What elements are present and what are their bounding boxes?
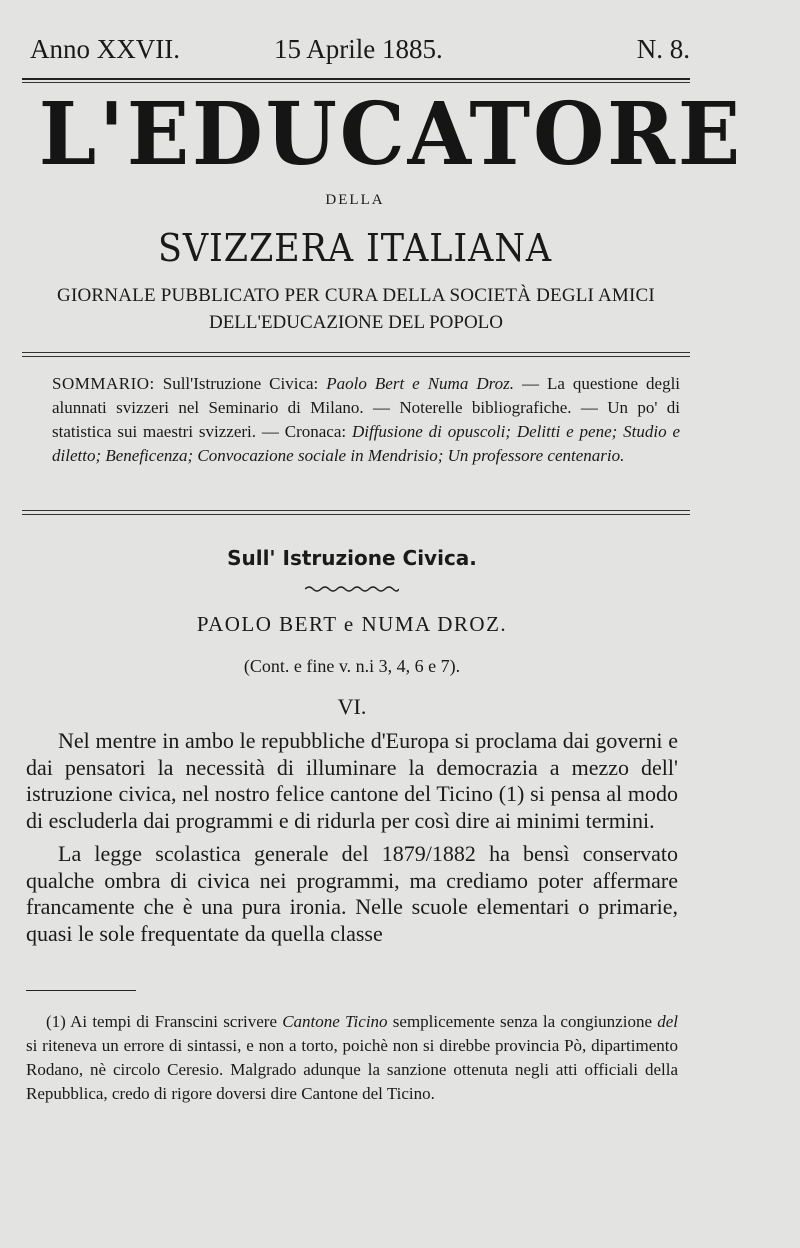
footnote-text-b: semplicemente senza la congiunzione <box>392 1012 652 1031</box>
masthead-subtitle: SVIZZERA ITALIANA <box>157 226 552 270</box>
header-rule-thin <box>22 82 690 83</box>
issue-date: 15 Aprile 1885. <box>274 34 443 64</box>
article-continuation: (Cont. e fine v. n.i 3, 4, 6 e 7). <box>243 656 461 676</box>
footnote-marker: (1) <box>46 1012 66 1031</box>
footnote-italic-a: Cantone Ticino <box>282 1012 388 1031</box>
paragraph-2: La legge scolastica generale del 1879/1882 ha bensì conservato qualche ombra di civica nei programmi, ma crediamo poter affermare francamente che è una pura ironia. Nelle scuole elementari o primarie, quasi le sole frequentate da quella classe <box>26 841 678 946</box>
masthead-title: L'EDUCATORE <box>38 84 743 185</box>
masthead-rule-top <box>22 352 690 353</box>
footnote <box>26 1010 678 1106</box>
footnote-text-c: si riteneva un errore di sintassi, e non a torto, poichè non si direbbe provincia Pò, dipartimento Rodano, nè circolo Ceresio. Malgrado adunque la sanzione ottenuta negli atti officiali della Repubblica, credo di rigore doversi dire Cantone del Ticino. <box>26 1036 678 1103</box>
paragraph-1: Nel mentre in ambo le repubbliche d'Europa si proclama dai governi e dai pensatori la necessità di illuminare la democrazia a mezzo dell' istruzione civica, nel nostro felice cantone del Ticino (1) si pensa al modo di escluderla dai programmi e di ridurla per così dire ai minimi termini. <box>26 728 678 833</box>
masthead-description-line2: DELL'EDUCAZIONE DEL POPOLO <box>208 312 504 333</box>
summary-block <box>52 372 680 468</box>
summary-rule-bottom <box>22 514 690 515</box>
summary-label: SOMMARIO: <box>52 374 155 393</box>
masthead-della: DELLA <box>325 192 385 208</box>
article-subtitle: PAOLO BERT e NUMA DROZ. <box>196 612 508 636</box>
summary-rule-top <box>22 510 690 511</box>
footnote-italic-b: del <box>657 1012 678 1031</box>
ornament-squiggle <box>305 584 399 594</box>
issue-header <box>30 34 690 74</box>
masthead-description-line1: GIORNALE PUBBLICATO PER CURA DELLA SOCIETÀ DEGLI AMICI <box>57 285 655 306</box>
summary-part1-italic: Paolo Bert e Numa Droz. <box>326 374 514 393</box>
footnote-rule <box>26 990 136 991</box>
volume-year: Anno XXVII. <box>30 34 180 64</box>
article-body <box>26 728 678 954</box>
issue-number: N. 8. <box>636 34 690 64</box>
summary-part2: — La questione degli alunnati svizzeri nel Seminario di Milano. — Noterelle bibliografiche. — Un po' di statistica sui maestri svizzeri. — Cronaca: <box>52 374 681 441</box>
footnote-text-a: Ai tempi di Franscini scrivere <box>70 1012 277 1031</box>
summary-part1: Sull'Istruzione Civica: <box>162 374 319 393</box>
summary-part3-italic: Diffusione di opuscoli; Delitti e pene; Studio e diletto; Beneficenza; Convocazione sociale in Mendrisio; Un professore centenario. <box>52 422 681 465</box>
article-title: Sull' Istruzione Civica. <box>227 546 477 570</box>
header-rule <box>22 78 690 80</box>
masthead-rule-bottom <box>22 356 690 357</box>
section-number: VI. <box>337 694 367 719</box>
